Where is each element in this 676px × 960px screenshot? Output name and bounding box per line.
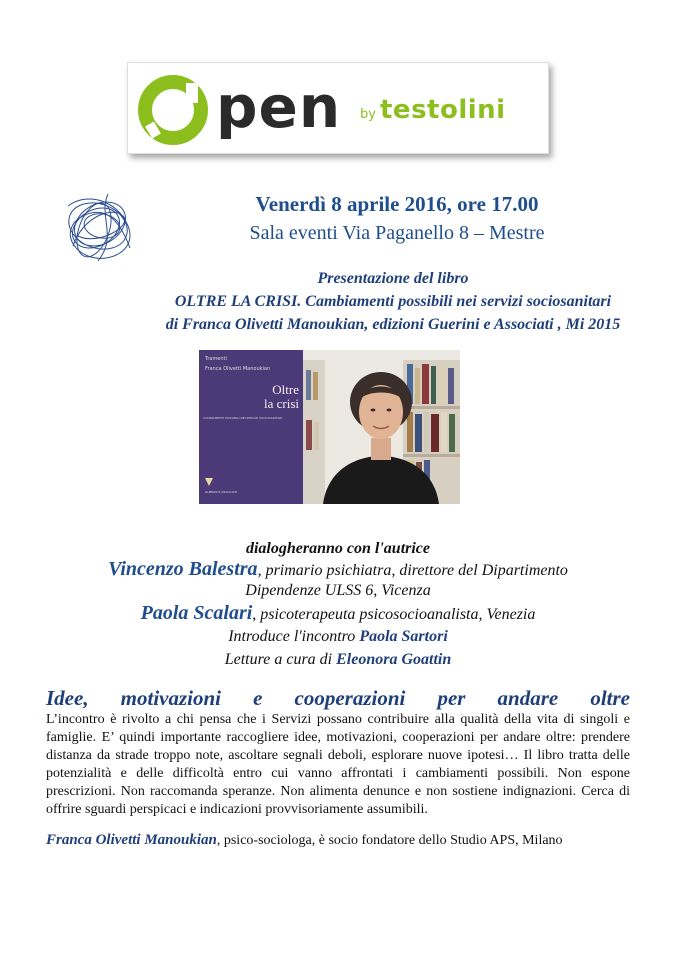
author-portrait-icon	[303, 350, 460, 504]
speaker2-name: Paola Scalari	[140, 602, 253, 624]
author-note	[46, 832, 646, 849]
speaker1-name: Vincenzo Balestra	[108, 558, 258, 580]
cover-series: Tramenti	[205, 356, 227, 362]
book-cover	[199, 350, 303, 504]
introduce-label: Introduce l'incontro	[228, 628, 360, 645]
author-photo	[303, 350, 460, 504]
introduce-name: Paola Sartori	[359, 628, 448, 645]
cover-subtitle: CAMBIAMENTI POSSIBILI NEI SERVIZI SOCIOSANITARI	[203, 416, 283, 420]
readings-line	[0, 651, 676, 669]
cover-publisher: GUERINI E ASSOCIATI	[205, 490, 238, 494]
speaker2-role: , psicoterapeuta psicosocioanalista, Venezia	[252, 606, 536, 623]
cover-title-line2: la crisi	[263, 396, 299, 411]
logo-by-text: by	[360, 107, 376, 122]
author-note-text: , psico-sociologa, è socio fondatore dello Studio APS, Milano	[216, 833, 563, 848]
readings-name: Eleonora Goattin	[336, 651, 452, 668]
cover-author: Franca Olivetti Manoukian	[205, 366, 271, 372]
author-note-name: Franca Olivetti Manoukian	[46, 832, 217, 848]
book-title: OLTRE LA CRISI. Cambiamenti possibili nei servizi sociosanitari	[174, 293, 612, 310]
speaker1-role-a: , primario psichiatra, direttore del Dipartimento	[257, 562, 568, 579]
event-date-time: Venerdì 8 aprile 2016, ore 17.00	[255, 192, 539, 216]
speaker1-line	[0, 558, 676, 581]
dialogue-intro: dialogheranno con l'autrice	[245, 540, 431, 557]
cover-title-line1: Oltre	[272, 382, 299, 397]
book-and-author-image	[199, 350, 460, 504]
speaker2-line	[0, 602, 676, 625]
presentation-intro: Presentazione del libro	[317, 270, 469, 287]
event-venue: Sala eventi Via Paganello 8 – Mestre	[249, 222, 545, 244]
logo-brand-text: testolini	[380, 95, 506, 125]
book-details: di Franca Olivetti Manoukian, edizioni Guerini e Associati , Mi 2015	[165, 316, 621, 333]
section-body-text: L’incontro è rivolto a chi pensa che i Servizi possano contribuire alla qualità della vita di singoli e famiglie. E’ quindi importante raccogliere idee, motivazioni, cooperazioni per andare oltre: prendere distanza da strade troppo note, ascoltare segnali deboli, esplorare nuove ipotesi… Il libro tratta delle potenzialità e delle difficoltà entro cui vanno affrontati i cambiamenti possibili. Non espone prescrizioni. Non raccomanda speranze. Non alimenta denunce e non sostiene indignazioni. Cerca di offrire sguardi perspicaci e indicazioni provvisoriamente assumibili.	[46, 712, 630, 817]
readings-label: Letture a cura di	[224, 651, 337, 668]
section-heading: Idee, motivazioni e cooperazioni per andare oltre	[46, 686, 630, 710]
introduce-line	[0, 628, 676, 646]
speaker1-role-b: Dipendenze ULSS 6, Vicenza	[245, 582, 431, 599]
publisher-logo-icon	[205, 478, 213, 486]
open-testolini-logo	[127, 62, 549, 154]
logo-pen-text: pen	[216, 73, 342, 141]
